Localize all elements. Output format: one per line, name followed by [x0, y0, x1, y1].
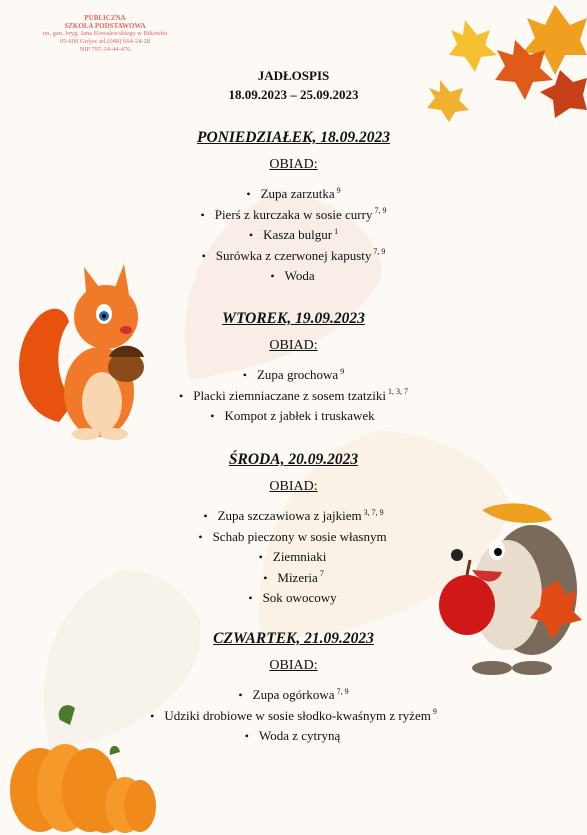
menu-item — [0, 568, 587, 589]
allergen-codes: 3, 7, 9 — [363, 507, 384, 517]
menu-item — [0, 205, 587, 226]
menu-item — [0, 706, 587, 727]
menu-list — [0, 365, 587, 427]
stamp-line: PUBLICZNA — [84, 14, 126, 22]
menu-item-name: Zupa ogórkowa — [252, 687, 335, 702]
day-section-monday — [0, 128, 587, 287]
menu-item — [0, 506, 587, 527]
allergen-codes: 7, 9 — [373, 247, 386, 257]
menu-item — [0, 246, 587, 267]
allergen-codes: 1 — [334, 226, 339, 236]
stamp-line: 05-600 Grójec tel.(048) 664-24-28 — [59, 38, 151, 45]
allergen-codes: 7 — [319, 569, 324, 579]
menu-header — [0, 66, 587, 104]
menu-item-name: Udziki drobiowe w sosie słodko-kwaśnym z ryżem — [164, 707, 431, 723]
day-heading: ŚRODA, 20.09.2023 — [228, 451, 359, 468]
menu-item — [0, 386, 587, 407]
day-heading: CZWARTEK, 21.09.2023 — [213, 630, 374, 647]
meal-label: OBIAD: — [269, 658, 318, 673]
menu-item-name: Mizeria — [277, 569, 318, 585]
menu-list — [0, 506, 587, 609]
menu-item-name: Zupa szczawiowa z jajkiem — [217, 508, 362, 523]
menu-item-name: Woda z cytryną — [258, 728, 341, 743]
day-section-wednesday — [0, 450, 587, 609]
meal-label: OBIAD: — [269, 338, 318, 353]
menu-item-name: Surówka z czerwonej kapusty — [215, 247, 372, 263]
menu-item — [0, 685, 587, 706]
allergen-codes: 9 — [336, 185, 341, 195]
stamp-line: NIP 797-14-44-476 — [79, 46, 131, 53]
menu-list — [0, 685, 587, 747]
menu-item — [0, 406, 587, 427]
menu-item-name: Placki ziemniaczane z sosem tzatziki — [193, 387, 386, 403]
menu-item — [0, 365, 587, 386]
menu-item — [0, 726, 587, 747]
day-heading: PONIEDZIAŁEK, 18.09.2023 — [197, 129, 390, 146]
menu-item-name: Sok owocowy — [262, 590, 337, 605]
date-range: 18.09.2023 – 25.09.2023 — [228, 87, 359, 102]
menu-item-name: Zupa zarzutka — [260, 186, 335, 201]
menu-item-name: Kompot z jabłek i truskawek — [224, 408, 375, 423]
school-stamp — [30, 14, 180, 54]
menu-item — [0, 266, 587, 287]
menu-item-name: Schab pieczony w sosie własnym — [212, 528, 387, 544]
stamp-line: SZKOŁA PODSTAWOWA — [64, 22, 146, 30]
day-heading: WTOREK, 19.09.2023 — [222, 310, 365, 327]
allergen-codes: 7, 9 — [336, 686, 349, 696]
meal-label: OBIAD: — [269, 479, 318, 494]
menu-item — [0, 588, 587, 609]
stamp-line: im. gen. bryg. Jana Kowalewskiego w Bikówku — [42, 30, 168, 37]
menu-item — [0, 527, 587, 548]
meal-label: OBIAD: — [269, 157, 318, 172]
day-section-tuesday — [0, 309, 587, 427]
menu-item — [0, 184, 587, 205]
allergen-codes: 9 — [340, 366, 345, 376]
menu-item — [0, 547, 587, 568]
menu-item — [0, 225, 587, 246]
menu-item-name: Ziemniaki — [272, 549, 327, 564]
allergen-codes: 1, 3, 7 — [387, 387, 408, 397]
day-section-thursday — [0, 629, 587, 747]
menu-item-name: Zupa grochowa — [256, 367, 339, 382]
menu-item-name: Kasza bulgur — [263, 227, 333, 242]
menu-item-name: Woda — [284, 268, 315, 283]
allergen-codes: 9 — [432, 707, 437, 717]
menu-item-name: Pierś z kurczaka w sosie curry — [214, 206, 373, 222]
allergen-codes: 7, 9 — [374, 206, 387, 216]
page-title: JADŁOSPIS — [257, 68, 330, 83]
menu-list — [0, 184, 587, 287]
